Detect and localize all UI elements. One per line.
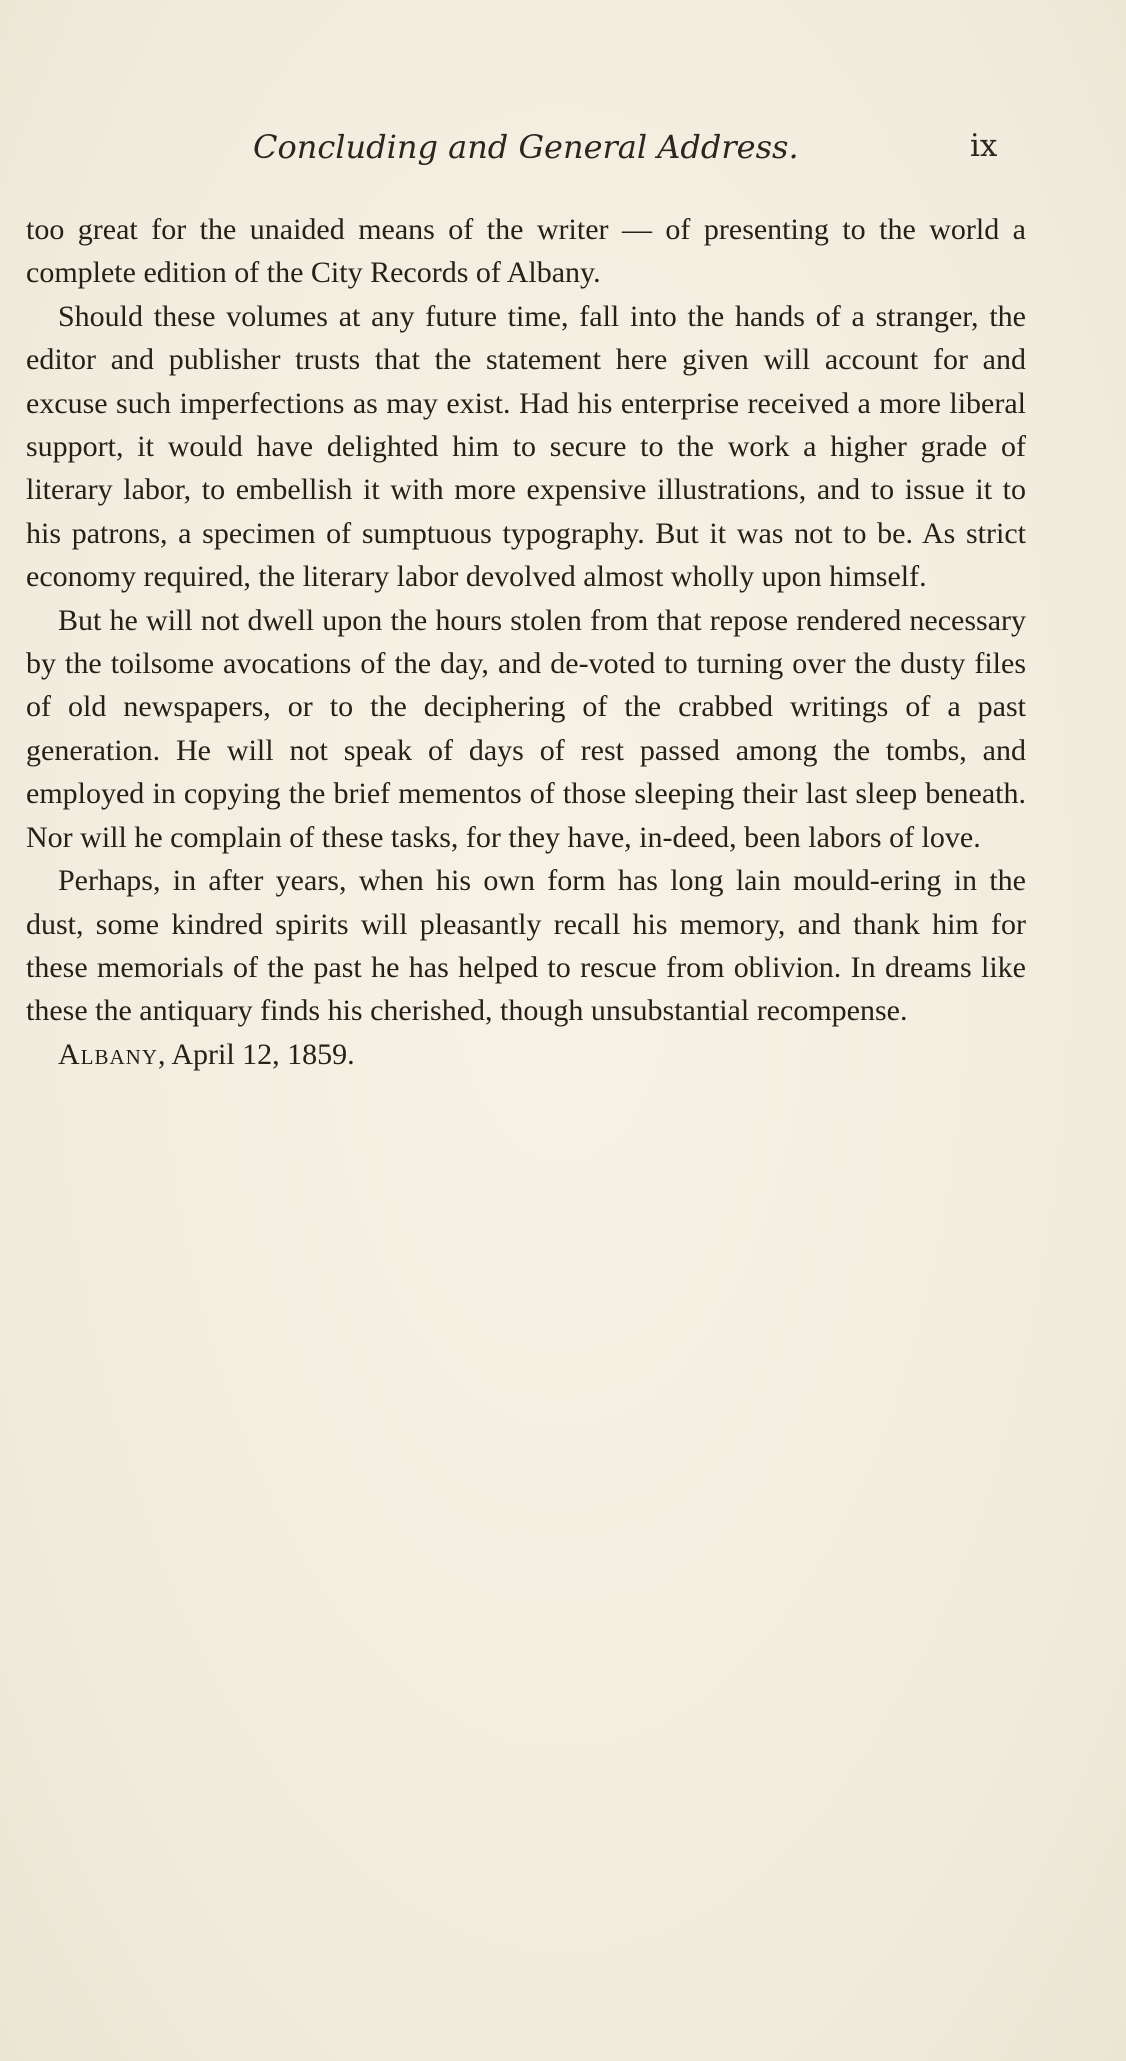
page-number: ix	[970, 128, 998, 164]
running-title: Concluding and General Address.	[253, 128, 799, 166]
signoff	[26, 1033, 1026, 1076]
paragraph-continuation: too great for the unaided means of the writer — of presenting to the world a complete edition of the City Records of Albany.	[26, 213, 1026, 290]
signoff-date: , April 12, 1859.	[158, 1037, 355, 1071]
signoff-place: Albany	[58, 1037, 158, 1071]
paragraph: Should these volumes at any future time, fall into the hands of a stranger, the editor and publisher trusts that the statement here given will account for and excuse such imperfections as may exist. Had his enterprise received a more liberal support, it would have delighted him to secure to the work a higher grade of literary labor, to embellish it with more expensive illustrations, and to issue it to his patrons, a specimen of sumptuous typography. But it was not to be. As strict economy required, the literary labor devolved almost wholly upon himself.	[26, 299, 1026, 594]
paragraph: But he will not dwell upon the hours stolen from that repose rendered necessary by the toilsome avocations of the day, and de-voted to turning over the dusty files of old newspapers, or to the deciphering of the crabbed writings of a past generation. He will not speak of days of rest passed among the tombs, and employed in copying the brief mementos of those sleeping their last sleep beneath. Nor will he complain of these tasks, for they have, in-deed, been labors of love.	[26, 603, 1026, 854]
page-header	[0, 118, 1126, 178]
body-text	[26, 208, 1026, 1076]
paragraph: Perhaps, in after years, when his own form has long lain mould-ering in the dust, some kindred spirits will pleasantly recall his memory, and thank him for these memorials of the past he has helped to rescue from oblivion. In dreams like these the antiquary finds his cherished, though unsubstantial recompense.	[26, 864, 1026, 1028]
